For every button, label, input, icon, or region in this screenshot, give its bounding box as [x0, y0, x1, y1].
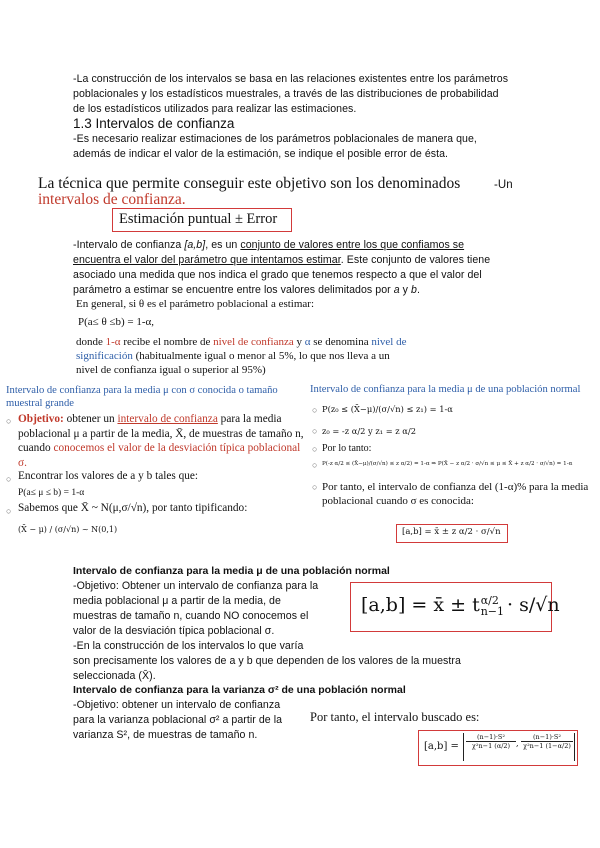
- definition-underlined: conjunto de valores entre los que confiamos se: [240, 239, 465, 251]
- objective-line: poblacional μ a partir de la media, X̄, de muestras de tamaño n,: [18, 427, 304, 440]
- definition-underlined: encuentra el valor del parámetro que intentamos estimar: [73, 254, 341, 266]
- variance-den-2: χ²n−1 (1−α/2): [523, 742, 571, 750]
- right-conclusion: [322, 480, 600, 508]
- normal-mean-continuation: [73, 654, 533, 684]
- bullet-icon: ○: [312, 460, 318, 470]
- t-interval-lhs: [a,b] = x̄ ± t: [361, 594, 480, 616]
- objective-text: cuando: [18, 442, 54, 454]
- variance-interval-box: [418, 730, 578, 766]
- definition-text: -Intervalo de confianza: [73, 239, 185, 251]
- right-conclusion-line: poblacional cuando σ es conocida:: [322, 495, 474, 507]
- objective-text: obtener un: [63, 413, 118, 425]
- general-nivel-confianza: nivel de confianza: [213, 336, 294, 348]
- definition-text: , es un: [205, 239, 241, 251]
- normal-mean-line: muestras de tamaño n, cuando NO conocemos el: [73, 610, 309, 622]
- section-paragraph: [73, 132, 533, 162]
- right-formula-4: P(-z α/2 ≤ (X̄−μ)/(σ/√n) ≤ z α/2) = 1-α ⇒ P(X̄ − z α/2 · σ/√n ≤ μ ≤ X̄ + z α/2 · σ/√n) = 1-α: [322, 461, 573, 467]
- left-col-title-line: Intervalo de confianza para la media μ con σ conocida o tamaño: [6, 385, 278, 396]
- general-formula: P(a≤ θ ≤b) = 1-α,: [78, 316, 155, 328]
- objective-text: para la media: [217, 413, 282, 425]
- intro-line: de los estadísticos utilizados para realizar las estimaciones.: [73, 103, 357, 115]
- t-interval-sub: n−1: [480, 605, 505, 618]
- variance-right-text: Por tanto, el intervalo buscado es:: [310, 710, 480, 724]
- variance-line: para la varianza poblacional σ² a partir de la: [73, 714, 283, 726]
- normal-mean-paragraph: [73, 579, 343, 654]
- general-text: (habitualmente igual o menor al 5%, lo que nos lleva a un: [132, 350, 390, 362]
- variance-box-lhs: [a,b] =: [424, 741, 459, 752]
- variance-fraction-2: [521, 733, 573, 750]
- definition-text: y: [399, 284, 412, 296]
- left-find: Encontrar los valores de a y b tales que:: [18, 470, 199, 482]
- variance-paragraph: [73, 698, 313, 743]
- bullet-icon: ○: [6, 474, 12, 484]
- objective-red: conocemos el valor de la desviación típica poblacional: [53, 442, 301, 454]
- variance-num-1: (n−1)·S²: [466, 733, 516, 742]
- objective-label: Objetivo:: [18, 413, 64, 425]
- intro-line: poblacionales y los estadísticos muestrales, a través de las distribuciones de probabilidad: [73, 88, 499, 100]
- definition-text: . Este conjunto de valores tiene: [340, 254, 491, 266]
- general-line: En general, si θ es el parámetro poblacional a estimar:: [76, 298, 315, 310]
- normal-mean-line: -Objetivo: Obtener un intervalo de confianza para la: [73, 580, 319, 592]
- variance-line: varianza S², de muestras de tamaño n.: [73, 729, 258, 741]
- definition-text: .: [416, 284, 420, 296]
- t-interval-sup: α/2: [480, 594, 499, 607]
- t-interval-box: [350, 582, 560, 632]
- estimation-box: [112, 208, 292, 232]
- right-formula-box: [396, 524, 508, 543]
- objective-underlined: intervalo de confianza: [117, 413, 218, 425]
- technique-suffix: -Un: [494, 179, 513, 191]
- intro-paragraph: [73, 72, 533, 117]
- bullet-icon: ○: [6, 416, 12, 426]
- definition-a: a: [393, 284, 400, 296]
- right-formula-3: Por lo tanto:: [322, 443, 372, 454]
- general-text: donde: [76, 336, 106, 348]
- general-block: [76, 297, 546, 377]
- bullet-icon: ○: [312, 405, 318, 415]
- t-interval-indices: [481, 595, 504, 617]
- variance-line: -Objetivo: obtener un intervalo de confianza: [73, 699, 281, 711]
- definition-b: b: [411, 284, 417, 296]
- normal-mean-line: son precisamente los valores de a y b que dependen de los valores de la muestra: [73, 655, 461, 667]
- general-text: recibe el nombre de: [120, 336, 214, 348]
- intro-line: -La construcción de los intervalos se basa en las relaciones existentes entre los parámetros: [73, 73, 509, 85]
- variance-num-2: (n−1)·S²: [521, 733, 573, 742]
- right-col-title: Intervalo de confianza para la media μ de una población normal: [310, 384, 581, 395]
- normal-mean-title: Intervalo de confianza para la media μ de una población normal: [73, 565, 390, 577]
- definition-text: parámetro a estimar se encuentre entre los valores delimitados por: [73, 284, 394, 296]
- general-alpha: α: [304, 336, 311, 348]
- section-heading: 1.3 Intervalos de confianza: [73, 116, 235, 131]
- right-formula-1: P(z₀ ≤ (X̄−μ)/(σ/√n) ≤ z₁) = 1-α: [322, 404, 453, 414]
- technique-line: La técnica que permite conseguir este objetivo son los denominados: [38, 175, 461, 192]
- section-line: además de indicar el valor de la estimación, se indique el posible error de ésta.: [73, 148, 449, 160]
- bullet-icon: ○: [312, 426, 318, 436]
- bullet-icon: ○: [6, 506, 12, 516]
- definition-paragraph: [73, 238, 533, 298]
- general-nivel-sig: nivel de: [371, 336, 407, 348]
- right-conclusion-line: Por tanto, el intervalo de confianza del (1-α)% para la media: [322, 481, 589, 493]
- normal-mean-line: media poblacional μ a partir de la media, de: [73, 595, 281, 607]
- variance-title: Intervalo de confianza para la varianza σ² de una población normal: [73, 684, 406, 696]
- general-alpha-term: 1-α: [105, 336, 121, 348]
- right-formula-box-text: [a,b] = x̄ ± z α/2 · σ/√n: [402, 527, 501, 537]
- right-formula-2: z₀ = -z α/2 y z₁ = z α/2: [322, 426, 416, 436]
- left-find-formula: P(a≤ μ ≤ b) = 1-α: [18, 488, 85, 498]
- left-know: Sabemos que X̄ ~ N(μ,σ/√n), por tanto tipificando:: [18, 502, 248, 514]
- general-text: y: [293, 336, 305, 348]
- general-nivel-sig: significación: [76, 350, 133, 362]
- section-line: -Es necesario realizar estimaciones de los parámetros poblacionales de manera que,: [73, 133, 477, 145]
- variance-den-1: χ²n−1 (α/2): [471, 742, 511, 750]
- variance-bracket: [463, 733, 575, 761]
- t-interval-rhs: · s/√n: [507, 594, 560, 616]
- general-line: nivel de confianza igual o superior al 95%): [76, 364, 266, 376]
- objective-line: σ.: [18, 456, 27, 469]
- definition-line: asociado una medida que nos indica el grado que tenemos respecto a que el valor del: [73, 269, 482, 281]
- general-text: se denomina: [310, 336, 372, 348]
- left-standard: (X̄ − μ) / (σ/√n) ~ N(0,1): [18, 525, 118, 534]
- comma-separator: ,: [516, 739, 519, 748]
- normal-mean-line: seleccionada (X̄).: [73, 670, 156, 682]
- left-objective: [18, 412, 308, 470]
- technique-highlight: intervalos de confianza.: [38, 191, 186, 208]
- bullet-icon: ○: [312, 444, 318, 454]
- normal-mean-line: -En la construcción de los intervalos lo que varía: [73, 640, 304, 652]
- definition-ab: [a,b]: [184, 239, 206, 251]
- normal-mean-line: valor de la desviación típica poblacional σ.: [73, 625, 275, 637]
- left-col-title: [6, 384, 306, 410]
- estimation-box-text: Estimación puntual ± Error: [119, 211, 278, 227]
- variance-fraction-1: [466, 733, 516, 750]
- left-col-title-line: muestral grande: [6, 398, 74, 409]
- t-interval-formula: [361, 594, 560, 617]
- bullet-icon: ○: [312, 482, 318, 492]
